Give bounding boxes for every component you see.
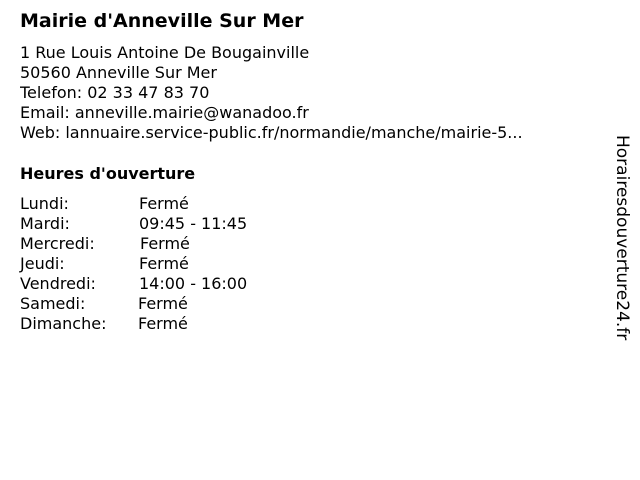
day-label: Mercredi: — [20, 234, 95, 253]
web-line: Web: lannuaire.service-public.fr/normandie/manche/mairie-5... — [20, 123, 523, 142]
day-hours: 14:00 - 16:00 — [139, 274, 248, 293]
day-label: Lundi: — [20, 194, 69, 213]
day-label: Dimanche: — [20, 314, 107, 333]
contact-info — [20, 43, 580, 143]
page-title: Mairie d'Anneville Sur Mer — [20, 10, 304, 32]
day-hours: 09:45 - 11:45 — [139, 214, 248, 233]
brand-watermark: Horairesdouverture24.fr — [612, 135, 632, 341]
day-hours: Fermé — [138, 314, 188, 333]
address-city: 50560 Anneville Sur Mer — [20, 63, 217, 82]
day-label: Vendredi: — [20, 274, 96, 293]
day-hours: Fermé — [138, 294, 188, 313]
email-line: Email: anneville.mairie@wanadoo.fr — [20, 103, 309, 122]
day-hours: Fermé — [139, 254, 189, 273]
address-street: 1 Rue Louis Antoine De Bougainville — [20, 43, 310, 62]
hours-heading: Heures d'ouverture — [20, 164, 196, 183]
day-label: Samedi: — [20, 294, 86, 313]
day-hours: Fermé — [140, 234, 190, 253]
day-label: Mardi: — [20, 214, 70, 233]
day-label: Jeudi: — [20, 254, 65, 273]
day-hours: Fermé — [139, 194, 189, 213]
phone-line: Telefon: 02 33 47 83 70 — [20, 83, 210, 102]
